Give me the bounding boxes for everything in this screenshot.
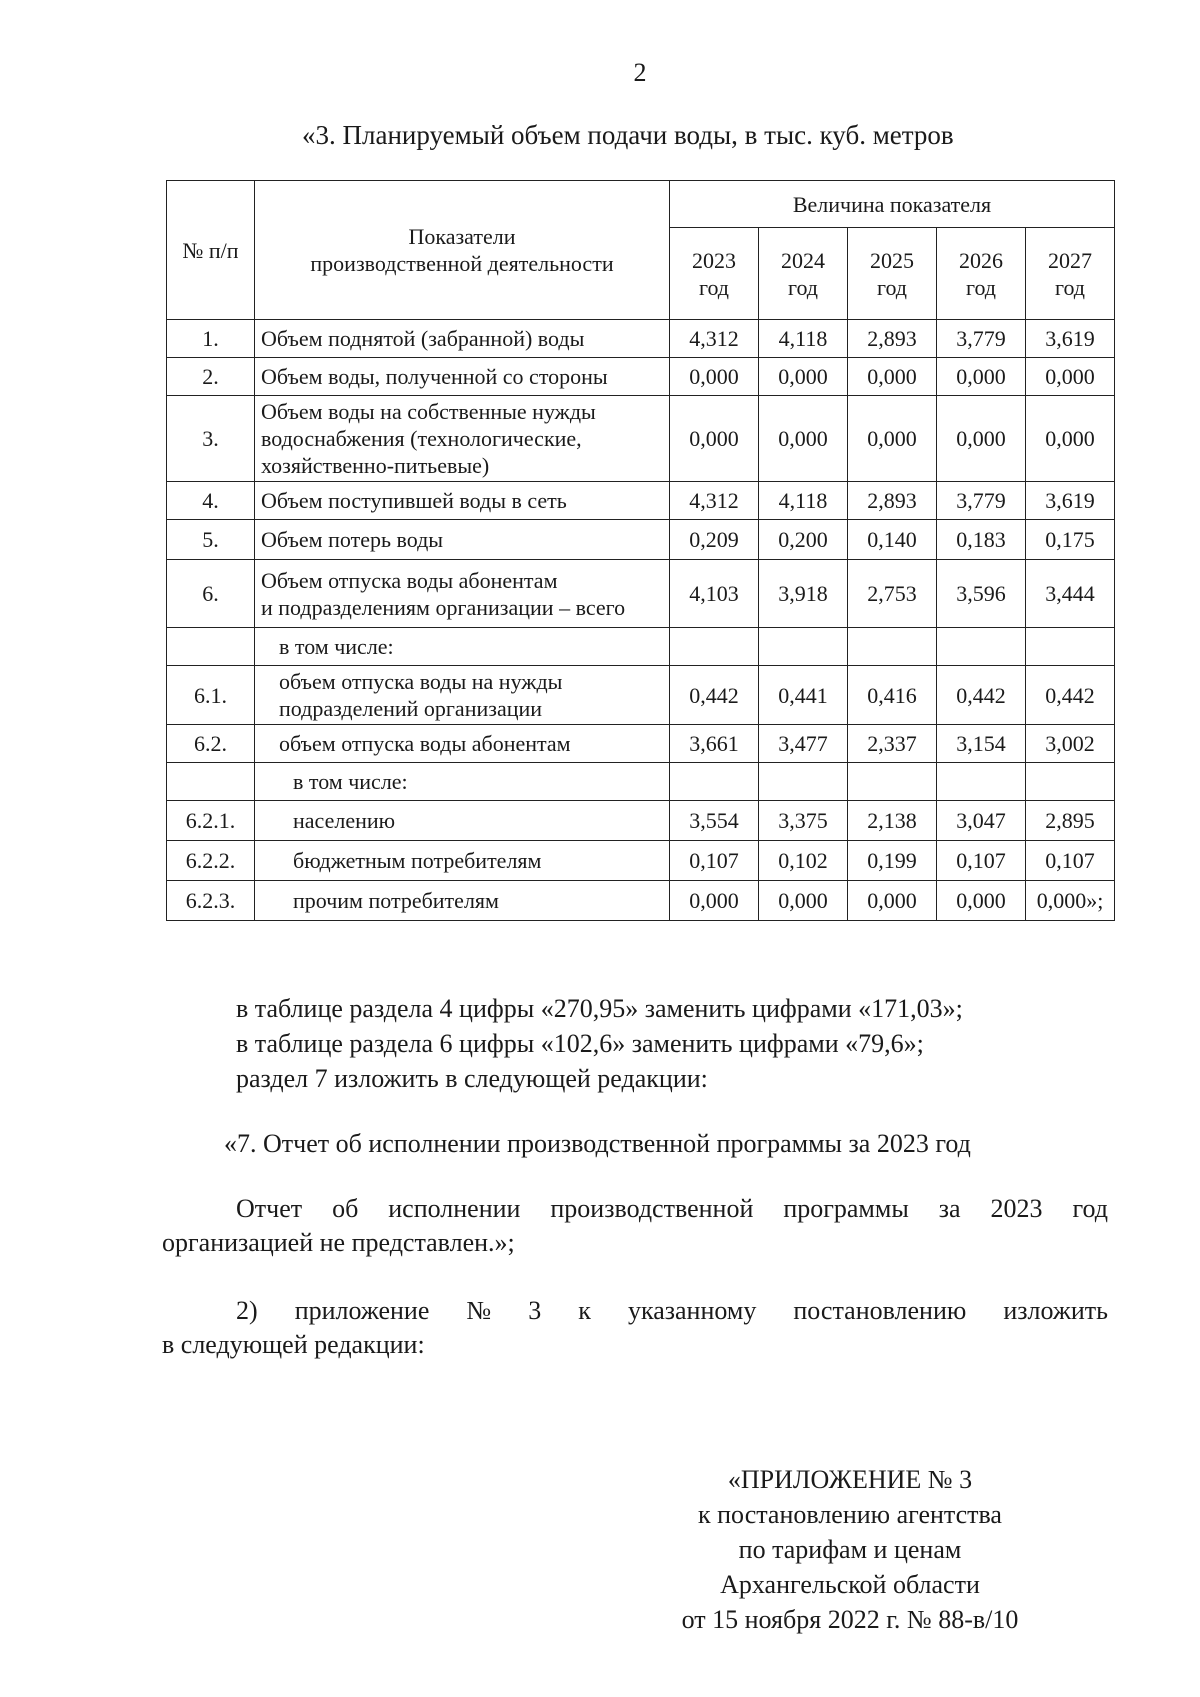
row-value-2025: 2,753: [848, 560, 937, 628]
word: №: [466, 1296, 492, 1325]
row-indicator: [255, 520, 670, 560]
row-number: 6.2.3.: [167, 881, 255, 921]
row-value-2024: [759, 763, 848, 801]
header-year-1: [759, 228, 848, 320]
row-value-2026: 0,107: [937, 841, 1026, 881]
header-indicators-line1: Показатели: [408, 224, 516, 249]
row-number: 6.1.: [167, 666, 255, 725]
header-year-3-line-1: год: [965, 274, 997, 300]
header-year-2-line-1: год: [876, 274, 908, 300]
word: приложение: [294, 1296, 430, 1325]
row-value-2026: [937, 628, 1026, 666]
row-indicator-line: подразделений организации: [279, 696, 543, 721]
word: производственной: [550, 1194, 754, 1223]
row-value-2023: [670, 763, 759, 801]
row-value-2025: 0,140: [848, 520, 937, 560]
section7-title: «7. Отчет об исполнении производственной программы за 2023 год: [224, 1129, 971, 1158]
table-row: [167, 801, 1115, 841]
row-value-2027: 0,107: [1026, 841, 1115, 881]
row-value-2025: 0,000: [848, 358, 937, 396]
header-year-4-line-1: год: [1054, 274, 1086, 300]
row-value-2023: 4,312: [670, 482, 759, 520]
table-row: [167, 666, 1115, 725]
row-value-2027: 3,619: [1026, 482, 1115, 520]
table-row: [167, 881, 1115, 921]
row-value-2023: 0,442: [670, 666, 759, 725]
row-indicator-line: объем отпуска воды на нужды: [279, 669, 563, 694]
row-indicator: [255, 801, 670, 841]
table-row: [167, 628, 1115, 666]
table-row: [167, 763, 1115, 801]
row-value-2023: 3,554: [670, 801, 759, 841]
row-indicator-line: Объем поступившей воды в сеть: [261, 488, 567, 513]
word: исполнении: [388, 1194, 521, 1223]
row-number: 1.: [167, 320, 255, 358]
row-value-2027: 0,000»;: [1026, 881, 1115, 921]
word: Отчет: [236, 1194, 303, 1223]
header-num: № п/п: [167, 181, 255, 320]
row-value-2023: 4,103: [670, 560, 759, 628]
table-row: [167, 725, 1115, 763]
row-value-2024: 0,200: [759, 520, 848, 560]
row-indicator-line: Объем потерь воды: [261, 527, 444, 552]
header-year-4-line-0: 2027: [1048, 247, 1092, 273]
word: указанному: [627, 1296, 757, 1325]
row-value-2025: 2,893: [848, 482, 937, 520]
table-row: [167, 358, 1115, 396]
row-indicator-line: прочим потребителям: [293, 888, 499, 913]
row-value-2023: [670, 628, 759, 666]
row-value-2026: [937, 763, 1026, 801]
row-value-2025: 2,138: [848, 801, 937, 841]
table-row: [167, 482, 1115, 520]
row-value-2026: 3,154: [937, 725, 1026, 763]
header-year-3-line-0: 2026: [959, 247, 1003, 273]
row-indicator-line: Объем воды на собственные нужды: [261, 399, 596, 424]
header-year-2-line-0: 2025: [870, 247, 914, 273]
table-row: [167, 396, 1115, 482]
row-value-2026: 0,000: [937, 358, 1026, 396]
appendix-line-2: к постановлению агентства: [698, 1500, 1002, 1529]
row-value-2027: [1026, 763, 1115, 801]
word: 2023: [990, 1194, 1043, 1223]
row-number: 6.2.1.: [167, 801, 255, 841]
row-value-2024: 3,375: [759, 801, 848, 841]
water-supply-table: [166, 180, 1115, 921]
row-value-2023: 3,661: [670, 725, 759, 763]
row-value-2024: 0,441: [759, 666, 848, 725]
row-indicator: [255, 482, 670, 520]
row-indicator: [255, 763, 670, 801]
header-year-3: [937, 228, 1026, 320]
row-value-2026: 3,779: [937, 320, 1026, 358]
row-value-2023: 0,000: [670, 881, 759, 921]
row-value-2024: 0,000: [759, 881, 848, 921]
header-year-4: [1026, 228, 1115, 320]
row-value-2027: 3,619: [1026, 320, 1115, 358]
row-number: 5.: [167, 520, 255, 560]
row-number: 3.: [167, 396, 255, 482]
row-value-2025: [848, 763, 937, 801]
item2-text-line1-content: [236, 1294, 1108, 1328]
section7-text-line1: [236, 1192, 1108, 1226]
appendix-line-3: по тарифам и ценам: [738, 1535, 962, 1564]
row-value-2026: 0,442: [937, 666, 1026, 725]
row-value-2025: 0,199: [848, 841, 937, 881]
row-value-2023: 0,000: [670, 396, 759, 482]
section7-text-line2: организацией не представлен.»;: [162, 1228, 515, 1257]
header-indicators-line2: производственной деятельности: [310, 251, 614, 276]
row-value-2026: 0,000: [937, 396, 1026, 482]
row-indicator-line: объем отпуска воды абонентам: [279, 731, 571, 756]
row-value-2024: 0,102: [759, 841, 848, 881]
row-value-2027: 3,444: [1026, 560, 1115, 628]
row-indicator: [255, 628, 670, 666]
word: программы: [783, 1194, 909, 1223]
row-indicator: [255, 725, 670, 763]
header-year-0: [670, 228, 759, 320]
row-value-2026: 0,183: [937, 520, 1026, 560]
row-indicator-line: Объем воды, полученной со стороны: [261, 364, 608, 389]
word: к: [578, 1296, 591, 1325]
row-number: 6.: [167, 560, 255, 628]
header-year-0-line-1: год: [698, 274, 730, 300]
row-indicator-line: и подразделениям организации – всего: [261, 594, 626, 620]
word: 2): [236, 1296, 258, 1325]
row-number: 2.: [167, 358, 255, 396]
header-year-1-line-0: 2024: [781, 247, 825, 273]
item2-text-line2: в следующей редакции:: [162, 1330, 425, 1359]
row-indicator-line: Объем отпуска воды абонентам: [261, 567, 558, 593]
row-value-2024: [759, 628, 848, 666]
row-value-2026: 0,000: [937, 881, 1026, 921]
row-value-2023: 0,107: [670, 841, 759, 881]
row-indicator-line: населению: [293, 808, 396, 833]
row-value-2023: 0,209: [670, 520, 759, 560]
word: изложить: [1003, 1296, 1108, 1325]
row-value-2025: 0,000: [848, 396, 937, 482]
row-value-2024: 3,477: [759, 725, 848, 763]
row-value-2026: 3,779: [937, 482, 1026, 520]
row-indicator-line: в том числе:: [279, 634, 394, 659]
row-value-2024: 4,118: [759, 482, 848, 520]
appendix-block: [660, 1462, 1040, 1637]
table-row: [167, 520, 1115, 560]
row-number: 6.2.: [167, 725, 255, 763]
word: постановлению: [793, 1296, 967, 1325]
row-value-2025: [848, 628, 937, 666]
row-value-2027: 0,000: [1026, 358, 1115, 396]
row-number: [167, 628, 255, 666]
row-indicator: [255, 358, 670, 396]
row-indicator: [255, 320, 670, 358]
row-number: 4.: [167, 482, 255, 520]
row-value-2027: 3,002: [1026, 725, 1115, 763]
row-value-2027: [1026, 628, 1115, 666]
row-value-2024: 0,000: [759, 396, 848, 482]
edit-line-3: раздел 7 изложить в следующей редакции:: [236, 1064, 708, 1093]
row-value-2027: 0,442: [1026, 666, 1115, 725]
appendix-line-4: Архангельской области: [720, 1570, 980, 1599]
item2-text-line1: [236, 1294, 1108, 1328]
row-indicator-line: Объем поднятой (забранной) воды: [261, 326, 585, 351]
row-value-2025: 0,000: [848, 881, 937, 921]
section7-text-line1-content: [236, 1192, 1108, 1226]
word: год: [1072, 1194, 1108, 1223]
header-indicators: [255, 181, 670, 320]
row-number: 6.2.2.: [167, 841, 255, 881]
row-value-2026: 3,596: [937, 560, 1026, 628]
row-value-2024: 3,918: [759, 560, 848, 628]
row-value-2026: 3,047: [937, 801, 1026, 841]
row-value-2024: 0,000: [759, 358, 848, 396]
row-value-2027: 2,895: [1026, 801, 1115, 841]
table-row: [167, 560, 1115, 628]
section-title: «3. Планируемый объем подачи воды, в тыс. куб. метров: [302, 120, 954, 150]
word: за: [938, 1194, 961, 1223]
row-indicator: [255, 841, 670, 881]
row-value-2024: 4,118: [759, 320, 848, 358]
word: об: [332, 1194, 359, 1223]
row-value-2027: 0,000: [1026, 396, 1115, 482]
word: 3: [528, 1296, 542, 1325]
row-indicator: [255, 560, 670, 628]
edit-line-1: в таблице раздела 4 цифры «270,95» заменить цифрами «171,03»;: [236, 994, 963, 1023]
row-indicator-line: хозяйственно-питьевые): [261, 453, 490, 478]
page-number: 2: [633, 58, 647, 87]
edit-line-2: в таблице раздела 6 цифры «102,6» заменить цифрами «79,6»;: [236, 1029, 924, 1058]
row-indicator: [255, 881, 670, 921]
row-value-2023: 4,312: [670, 320, 759, 358]
header-year-2: [848, 228, 937, 320]
row-indicator-line: водоснабжения (технологические,: [261, 426, 582, 451]
header-value-group: Величина показателя: [670, 181, 1115, 228]
row-value-2025: 0,416: [848, 666, 937, 725]
row-indicator-line: бюджетным потребителям: [293, 848, 542, 873]
header-year-1-line-1: год: [787, 274, 819, 300]
table-row: [167, 841, 1115, 881]
row-value-2025: 2,893: [848, 320, 937, 358]
row-number: [167, 763, 255, 801]
row-value-2027: 0,175: [1026, 520, 1115, 560]
row-indicator: [255, 666, 670, 725]
row-indicator-line: в том числе:: [293, 769, 408, 794]
header-year-0-line-0: 2023: [692, 247, 736, 273]
appendix-line-5: от 15 ноября 2022 г. № 88-в/10: [681, 1605, 1019, 1634]
table-row: [167, 320, 1115, 358]
row-value-2025: 2,337: [848, 725, 937, 763]
row-value-2023: 0,000: [670, 358, 759, 396]
appendix-line-1: «ПРИЛОЖЕНИЕ № 3: [727, 1465, 973, 1494]
row-indicator: [255, 396, 670, 482]
